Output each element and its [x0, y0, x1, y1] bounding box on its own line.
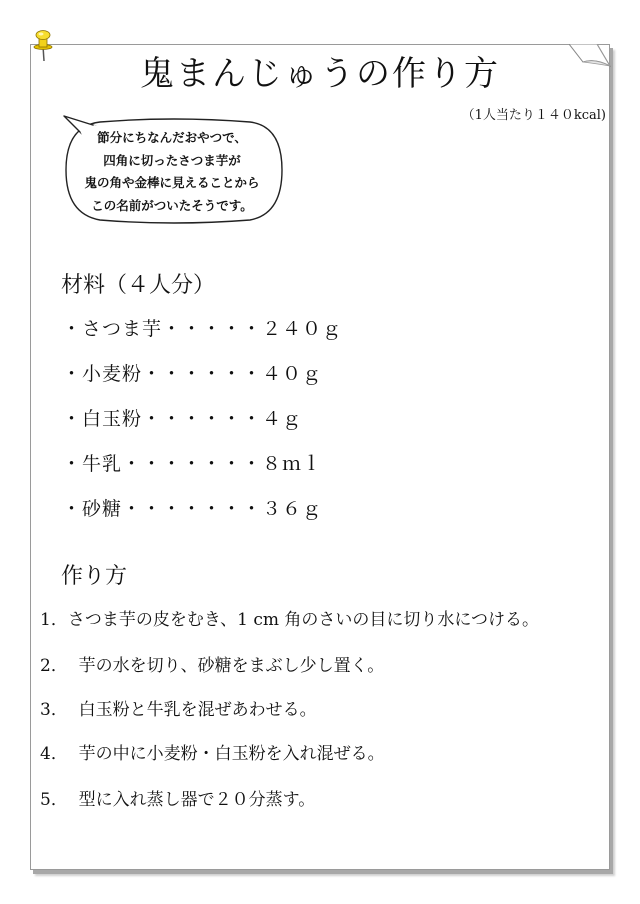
method-step: 1．さつま芋の皮をむき、1 cm 角のさいの目に切り水につける。 — [40, 610, 540, 630]
method-step: 4． 芋の中に小麦粉・白玉粉を入れ混ぜる。 — [40, 744, 385, 764]
method-step: 5． 型に入れ蒸し器で２０分蒸す。 — [40, 790, 316, 810]
method-step: 2． 芋の水を切り、砂糖をまぶし少し置く。 — [40, 656, 385, 676]
ingredient-item: ・白玉粉・・・・・・４ｇ — [62, 408, 303, 430]
method-step: 3． 白玉粉と牛乳を混ぜあわせる。 — [40, 700, 317, 720]
bubble-line: 四角に切ったさつま芋が — [103, 152, 241, 168]
bubble-text — [68, 127, 276, 217]
ingredients-heading: 材料（４人分） — [61, 273, 216, 298]
ingredient-item: ・砂糖・・・・・・・３６ｇ — [62, 498, 323, 520]
ingredient-item: ・さつま芋・・・・・２４０ｇ — [62, 318, 343, 340]
ingredient-item: ・小麦粉・・・・・・４０ｇ — [62, 363, 323, 385]
bubble-line: 鬼の角や金棒に見えることから — [84, 175, 260, 190]
bubble-line: 節分にちなんだおやつで、 — [97, 130, 247, 145]
bubble-line: この名前がついたそうです。 — [91, 197, 253, 213]
ingredient-item: ・牛乳・・・・・・・８ｍｌ — [62, 453, 323, 475]
method-heading: 作り方 — [61, 564, 128, 589]
calorie-note: （1人当たり１４０kcal) — [461, 108, 606, 123]
page-title: 鬼まんじゅうの作り方 — [140, 54, 500, 94]
